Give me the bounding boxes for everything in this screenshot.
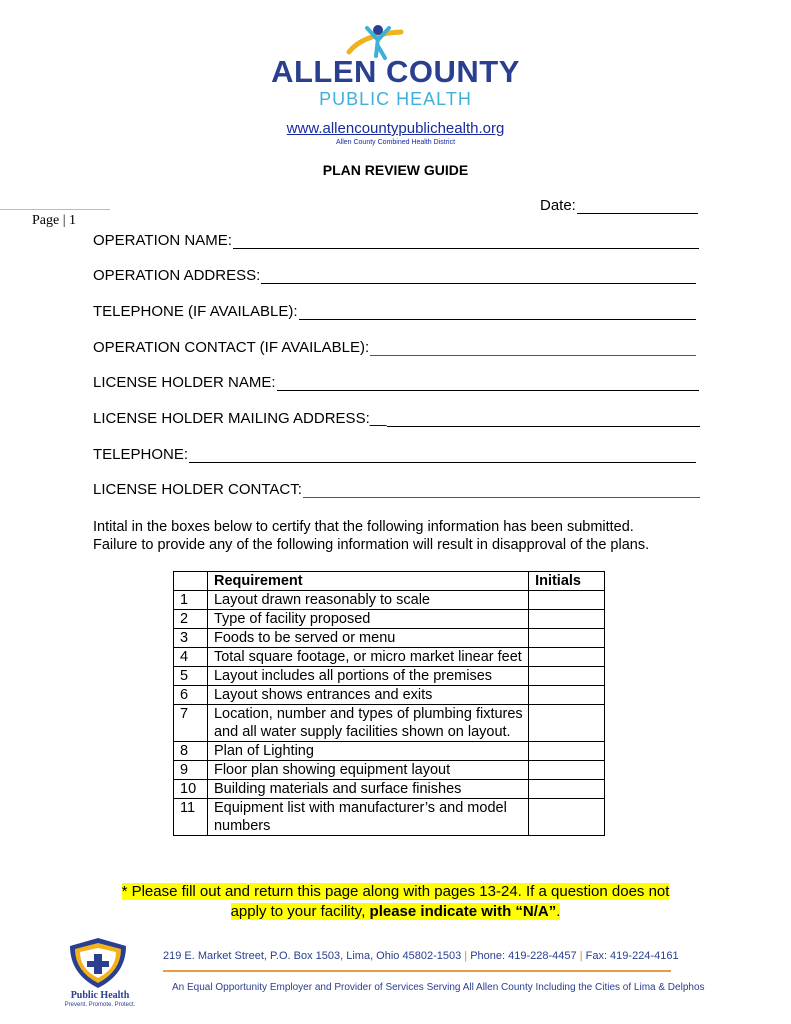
- instructions: [93, 518, 703, 554]
- footer-address: 219 E. Market Street, P.O. Box 1503, Lima, Ohio 45802-1503: [163, 950, 462, 962]
- license-holder-contact-input[interactable]: [303, 481, 700, 498]
- telephone-field[interactable]: [93, 303, 696, 320]
- date-field[interactable]: [540, 197, 698, 214]
- row-requirement: Plan of Lighting: [207, 742, 528, 761]
- row-number: 7: [174, 705, 208, 742]
- column-header-number: [174, 572, 208, 591]
- row-requirement: Location, number and types of plumbing fixtures and all water supply facilities shown on layout.: [207, 705, 528, 742]
- row-initials-cell[interactable]: [529, 686, 605, 705]
- table-row: [174, 799, 605, 836]
- row-number: 4: [174, 648, 208, 667]
- footer-fax: Fax: 419-224-4161: [585, 950, 679, 962]
- operation-name-input[interactable]: [233, 232, 699, 249]
- page-number: Page | 1: [32, 213, 77, 228]
- field-label: OPERATION NAME:: [93, 232, 232, 249]
- row-initials-cell[interactable]: [529, 742, 605, 761]
- row-number: 9: [174, 761, 208, 780]
- footer-separator: |: [579, 950, 583, 962]
- instructions-line-2: Failure to provide any of the following information will result in disapproval of the plans.: [93, 537, 650, 553]
- notice-line-2-suffix: .: [556, 903, 561, 920]
- operation-contact-input[interactable]: [370, 339, 696, 356]
- row-number: 5: [174, 667, 208, 686]
- footer-equal-opportunity: An Equal Opportunity Employer and Provider of Services Serving All Allen County Including the Cities of Lima & Delphos: [172, 982, 705, 993]
- public-health-shield-icon: [66, 936, 130, 990]
- row-initials-cell[interactable]: [529, 591, 605, 610]
- row-initials-cell[interactable]: [529, 705, 605, 742]
- table-row: [174, 742, 605, 761]
- table-row: [174, 686, 605, 705]
- license-holder-telephone-field[interactable]: [93, 446, 696, 463]
- notice-line-1: * Please fill out and return this page along with pages 13-24. If a question does not: [121, 883, 670, 900]
- row-requirement: Layout drawn reasonably to scale: [207, 591, 528, 610]
- row-requirement: Layout includes all portions of the premises: [207, 667, 528, 686]
- page-marker-rule: [0, 209, 110, 210]
- document-title: PLAN REVIEW GUIDE: [322, 162, 469, 178]
- footer-separator: |: [464, 950, 468, 962]
- logo-subtitle: PUBLIC HEALTH: [319, 89, 472, 109]
- row-number: 11: [174, 799, 208, 836]
- row-requirement: Floor plan showing equipment layout: [207, 761, 528, 780]
- license-holder-telephone-input[interactable]: [189, 446, 696, 463]
- table-row: [174, 667, 605, 686]
- district-name: Allen County Combined Health District: [335, 139, 456, 146]
- field-label: OPERATION ADDRESS:: [93, 267, 261, 284]
- footer-brand: Public Health: [70, 990, 130, 1001]
- row-initials-cell[interactable]: [529, 761, 605, 780]
- row-initials-cell[interactable]: [529, 648, 605, 667]
- row-number: 8: [174, 742, 208, 761]
- footer-phone: Phone: 419-228-4457: [470, 950, 577, 962]
- row-initials-cell[interactable]: [529, 799, 605, 836]
- operation-name-field[interactable]: [93, 232, 699, 249]
- website-link[interactable]: www.allencountypublichealth.org: [286, 120, 505, 137]
- row-requirement: Building materials and surface finishes: [207, 780, 528, 799]
- row-initials-cell[interactable]: [529, 780, 605, 799]
- row-number: 1: [174, 591, 208, 610]
- telephone-input[interactable]: [299, 303, 696, 320]
- row-requirement: Equipment list with manufacturer’s and model numbers: [207, 799, 528, 836]
- row-initials-cell[interactable]: [529, 629, 605, 648]
- operation-contact-field[interactable]: [93, 339, 696, 356]
- column-header-requirement: Requirement: [207, 572, 528, 591]
- date-label: Date:: [540, 197, 576, 214]
- field-label: LICENSE HOLDER CONTACT:: [93, 481, 302, 498]
- row-requirement: Layout shows entrances and exits: [207, 686, 528, 705]
- return-notice: [110, 882, 681, 922]
- row-number: 2: [174, 610, 208, 629]
- operation-address-field[interactable]: [93, 267, 696, 284]
- field-label: TELEPHONE (IF AVAILABLE):: [93, 303, 298, 320]
- table-header-row: [174, 572, 605, 591]
- operation-address-input[interactable]: [261, 267, 696, 284]
- notice-line-2-prefix: apply to your facility,: [230, 903, 370, 920]
- row-initials-cell[interactable]: [529, 667, 605, 686]
- footer-contact-line: [163, 950, 679, 962]
- row-requirement: Foods to be served or menu: [207, 629, 528, 648]
- table-row: [174, 648, 605, 667]
- license-holder-mailing-address-input[interactable]: [387, 410, 700, 427]
- field-label: LICENSE HOLDER NAME:: [93, 374, 276, 391]
- row-initials-cell[interactable]: [529, 610, 605, 629]
- license-holder-name-input[interactable]: [277, 374, 699, 391]
- field-label: OPERATION CONTACT (IF AVAILABLE):: [93, 339, 370, 356]
- logo-title: ALLEN COUNTY: [271, 54, 520, 89]
- row-requirement: Type of facility proposed: [207, 610, 528, 629]
- table-row: [174, 705, 605, 742]
- notice-na-instruction: please indicate with “N/A”: [369, 903, 557, 920]
- requirements-table: [173, 571, 605, 836]
- footer-tagline: Prevent. Promote. Protect.: [64, 1002, 136, 1008]
- footer-divider: [163, 970, 671, 972]
- column-header-initials: Initials: [529, 572, 605, 591]
- table-row: [174, 629, 605, 648]
- instructions-line-1: Intital in the boxes below to certify that the following information has been submitted.: [93, 519, 634, 535]
- row-number: 10: [174, 780, 208, 799]
- license-holder-name-field[interactable]: [93, 374, 699, 391]
- field-label: TELEPHONE:: [93, 446, 189, 463]
- table-row: [174, 591, 605, 610]
- row-requirement: Total square footage, or micro market linear feet: [207, 648, 528, 667]
- table-row: [174, 761, 605, 780]
- date-input-line[interactable]: [577, 197, 698, 214]
- license-holder-contact-field[interactable]: [93, 481, 700, 498]
- table-row: [174, 610, 605, 629]
- table-row: [174, 780, 605, 799]
- row-number: 6: [174, 686, 208, 705]
- license-holder-mailing-address-field[interactable]: [93, 410, 700, 427]
- row-number: 3: [174, 629, 208, 648]
- field-label: LICENSE HOLDER MAILING ADDRESS:__: [93, 410, 387, 427]
